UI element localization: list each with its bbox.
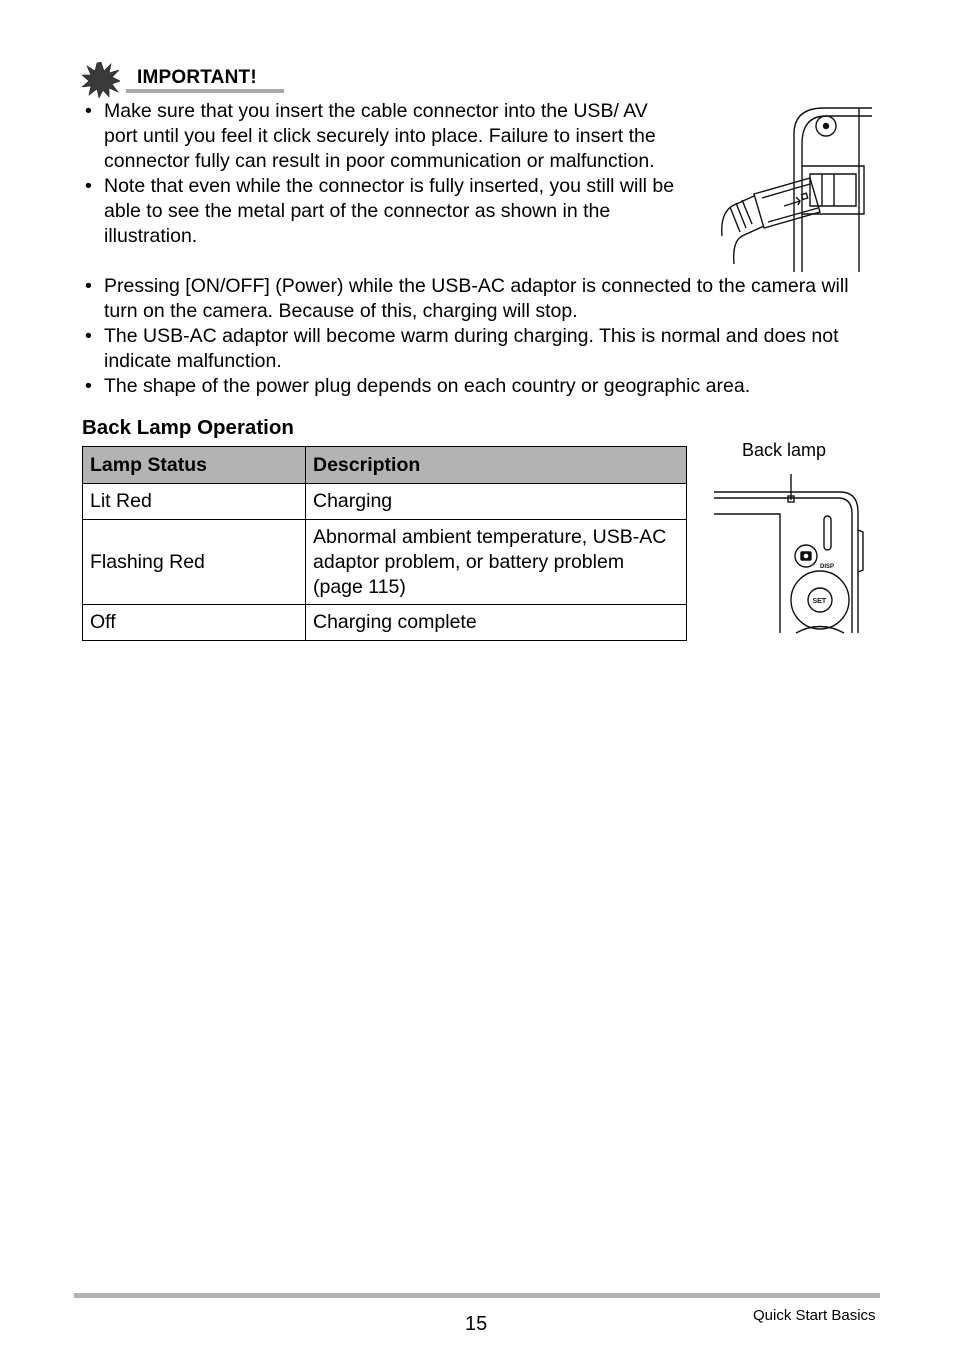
back-lamp-table (82, 446, 687, 641)
important-notice-header (82, 62, 292, 96)
footer-section-name: Quick Start Basics (753, 1307, 876, 1324)
list-item: • The USB-AC adaptor will become warm during charging. This is normal and does not indicate malfunction. (104, 324, 874, 374)
list-item: • Make sure that you insert the cable connector into the USB/ AV port until you feel it click securely into place. Failure to insert the connector fully can result in poor communication or malfunction. (104, 99, 676, 174)
list-item: • Pressing [ON/OFF] (Power) while the USB-AC adaptor is connected to the camera will turn on the camera. Because of this, charging will stop. (104, 274, 874, 324)
camera-back-illustration (712, 470, 864, 635)
table-header-row (83, 447, 687, 484)
important-bullet-list-top (104, 99, 676, 249)
important-label: IMPORTANT! (137, 67, 257, 88)
usb-connector-illustration (714, 104, 874, 274)
page-number: 15 (465, 1313, 488, 1335)
list-item: • The shape of the power plug depends on each country or geographic area. (104, 374, 874, 399)
table-cell-status: Off (83, 605, 306, 641)
table-cell-status: Flashing Red (83, 520, 306, 605)
table-cell-status: Lit Red (83, 484, 306, 520)
column-header-lamp-status: Lamp Status (83, 447, 306, 484)
important-bullet-list-bottom (104, 274, 874, 399)
set-label: SET (812, 598, 827, 605)
table-row (83, 605, 687, 641)
back-lamp-callout-label: Back lamp (742, 440, 827, 460)
table-row (83, 484, 687, 520)
list-item: • Note that even while the connector is fully inserted, you still will be able to see the metal part of the connector as shown in the illustration. (104, 174, 676, 249)
column-header-description: Description (306, 447, 687, 484)
table-cell-description: Charging complete (306, 605, 687, 641)
table-cell-description: Charging (306, 484, 687, 520)
section-heading: Back Lamp Operation (82, 416, 294, 439)
important-underline (126, 89, 284, 93)
table-row (83, 520, 687, 605)
burst-icon (82, 62, 120, 98)
table-cell-description: Abnormal ambient temperature, USB-AC adaptor problem, or battery problem (page 115) (306, 520, 687, 605)
footer-divider (74, 1293, 880, 1298)
disp-label: DISP (820, 564, 835, 570)
